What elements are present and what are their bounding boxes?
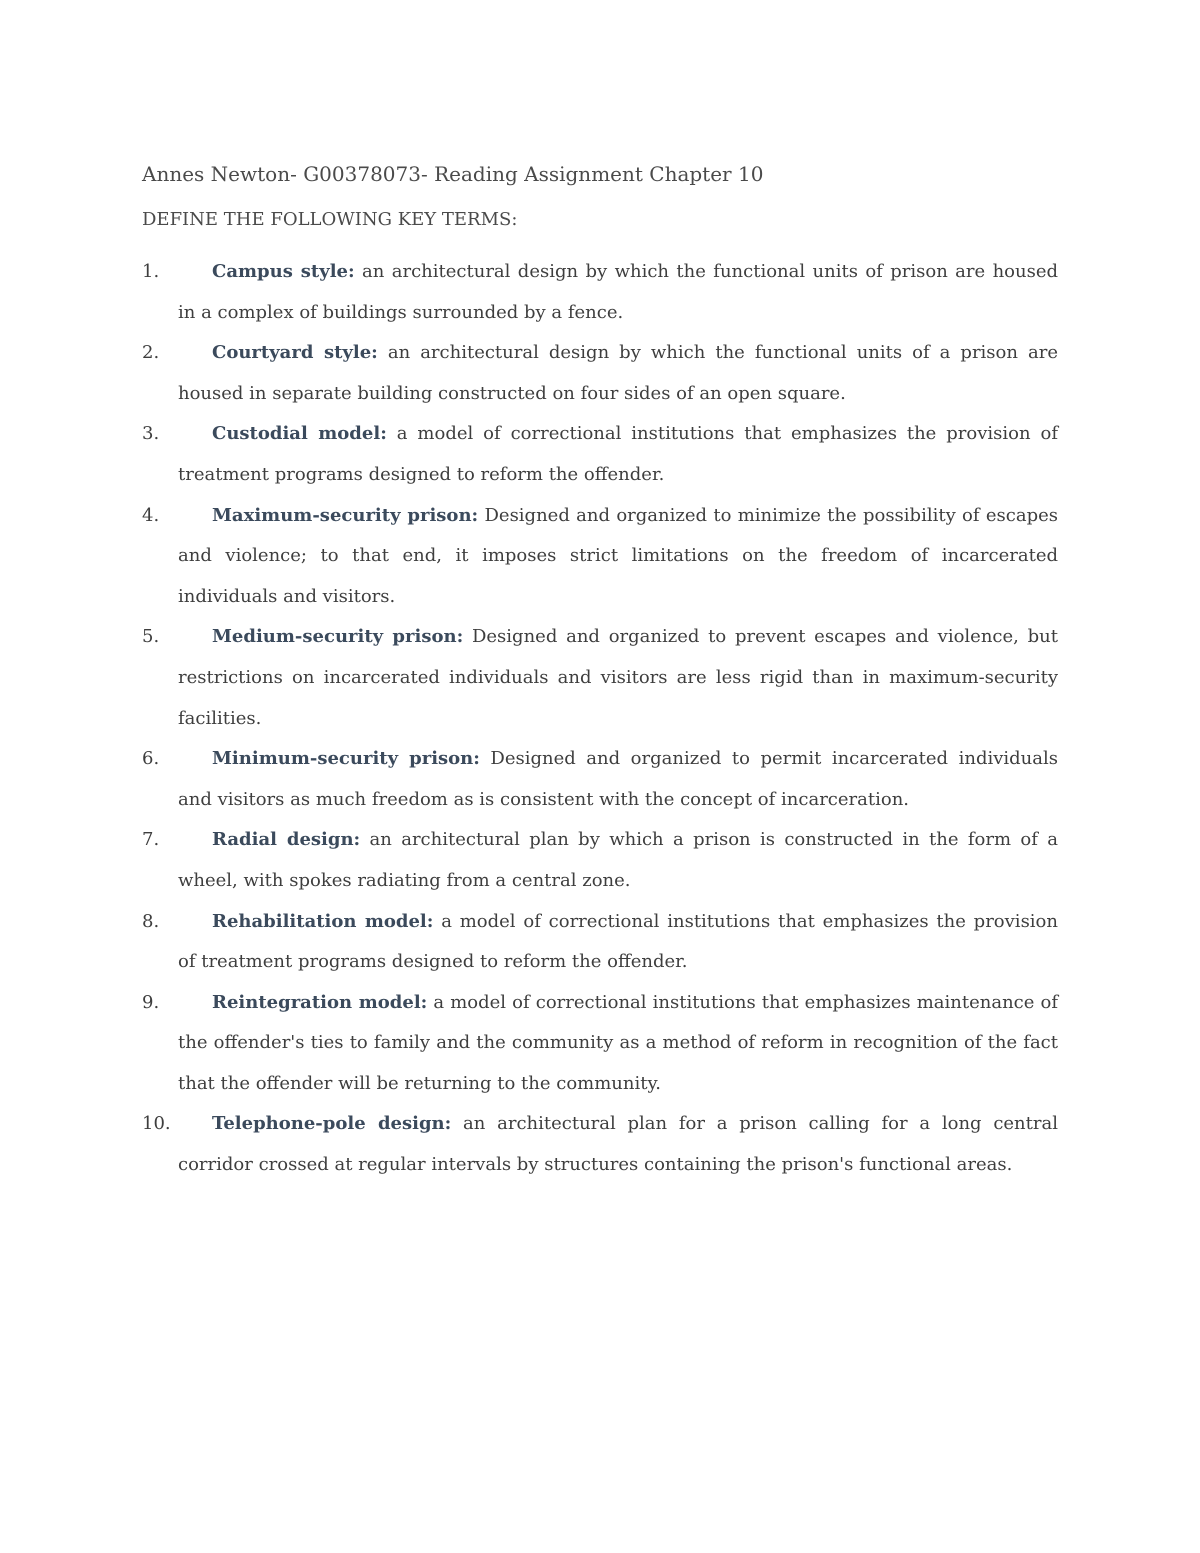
- term-definition: an architectural design by which the functional units of a prison are housed in separate building constructed on four sides of an open square.: [178, 342, 1058, 404]
- term-definition: an architectural design by which the functional units of prison are housed in a complex of buildings surrounded by a fence.: [178, 261, 1059, 323]
- term-name: Reintegration model:: [212, 991, 428, 1013]
- term-item: [142, 617, 1058, 739]
- term-number: 10.: [142, 1113, 171, 1135]
- term-definition: an architectural plan by which a prison is constructed in the form of a wheel, with spokes radiating from a central zone.: [178, 829, 1058, 891]
- term-number: 2.: [142, 342, 160, 364]
- term-number: 9.: [142, 991, 160, 1013]
- term-number: 7.: [142, 829, 160, 851]
- term-definition: Designed and organized to minimize the possibility of escapes and violence; to that end, it imposes strict limitations on the freedom of incarcerated individuals and visitors.: [178, 504, 1058, 607]
- term-definition: a model of correctional institutions that emphasizes maintenance of the offender's ties to family and the community as a method of reform in recognition of the fact that the offender will be returning to the community.: [178, 991, 1058, 1094]
- instructions-heading: DEFINE THE FOLLOWING KEY TERMS:: [142, 209, 518, 230]
- term-number: 4.: [142, 504, 160, 526]
- term-item: [142, 983, 1058, 1105]
- term-name: Custodial model:: [212, 423, 387, 445]
- term-number: 8.: [142, 910, 160, 932]
- term-name: Maximum-security prison:: [212, 504, 479, 526]
- term-item: [142, 333, 1058, 414]
- document-header: Annes Newton- G00378073- Reading Assignment Chapter 10: [142, 162, 764, 186]
- term-name: Rehabilitation model:: [212, 910, 434, 932]
- term-number: 6.: [142, 748, 160, 770]
- term-definition: a model of correctional institutions that emphasizes the provision of treatment programs designed to reform the offender.: [178, 423, 1058, 485]
- term-number: 1.: [142, 261, 160, 282]
- term-item: [142, 414, 1058, 495]
- term-item: [142, 252, 1058, 333]
- term-item: [142, 739, 1058, 820]
- term-body: [178, 820, 1058, 901]
- term-name: Minimum-security prison:: [212, 748, 480, 770]
- term-name: Medium-security prison:: [212, 626, 464, 648]
- key-terms-list: [142, 252, 1058, 1186]
- term-item: [142, 820, 1058, 901]
- term-body: [178, 983, 1058, 1105]
- term-body: [178, 902, 1058, 983]
- term-number: 3.: [142, 423, 160, 445]
- term-body: [178, 617, 1058, 739]
- term-number: 5.: [142, 626, 160, 648]
- term-item: [142, 1104, 1058, 1185]
- term-name: Campus style:: [212, 261, 355, 282]
- term-definition: an architectural plan for a prison calling for a long central corridor crossed at regular intervals by structures containing the prison's functional areas.: [178, 1113, 1058, 1176]
- term-definition: Designed and organized to prevent escapes and violence, but restrictions on incarcerated individuals and visitors are less rigid than in maximum-security facilities.: [178, 626, 1058, 729]
- term-body: [178, 333, 1058, 414]
- term-name: Telephone-pole design:: [212, 1113, 452, 1135]
- term-item: [142, 496, 1058, 618]
- term-name: Courtyard style:: [212, 342, 378, 364]
- term-body: [178, 252, 1058, 333]
- term-body: [178, 1104, 1058, 1185]
- term-name: Radial design:: [212, 829, 361, 851]
- term-body: [178, 414, 1058, 495]
- term-item: [142, 902, 1058, 983]
- term-definition: a model of correctional institutions that emphasizes the provision of treatment programs designed to reform the offender.: [178, 910, 1058, 973]
- term-body: [178, 496, 1058, 618]
- term-body: [178, 739, 1058, 820]
- term-definition: Designed and organized to permit incarcerated individuals and visitors as much freedom as is consistent with the concept of incarceration.: [178, 748, 1058, 810]
